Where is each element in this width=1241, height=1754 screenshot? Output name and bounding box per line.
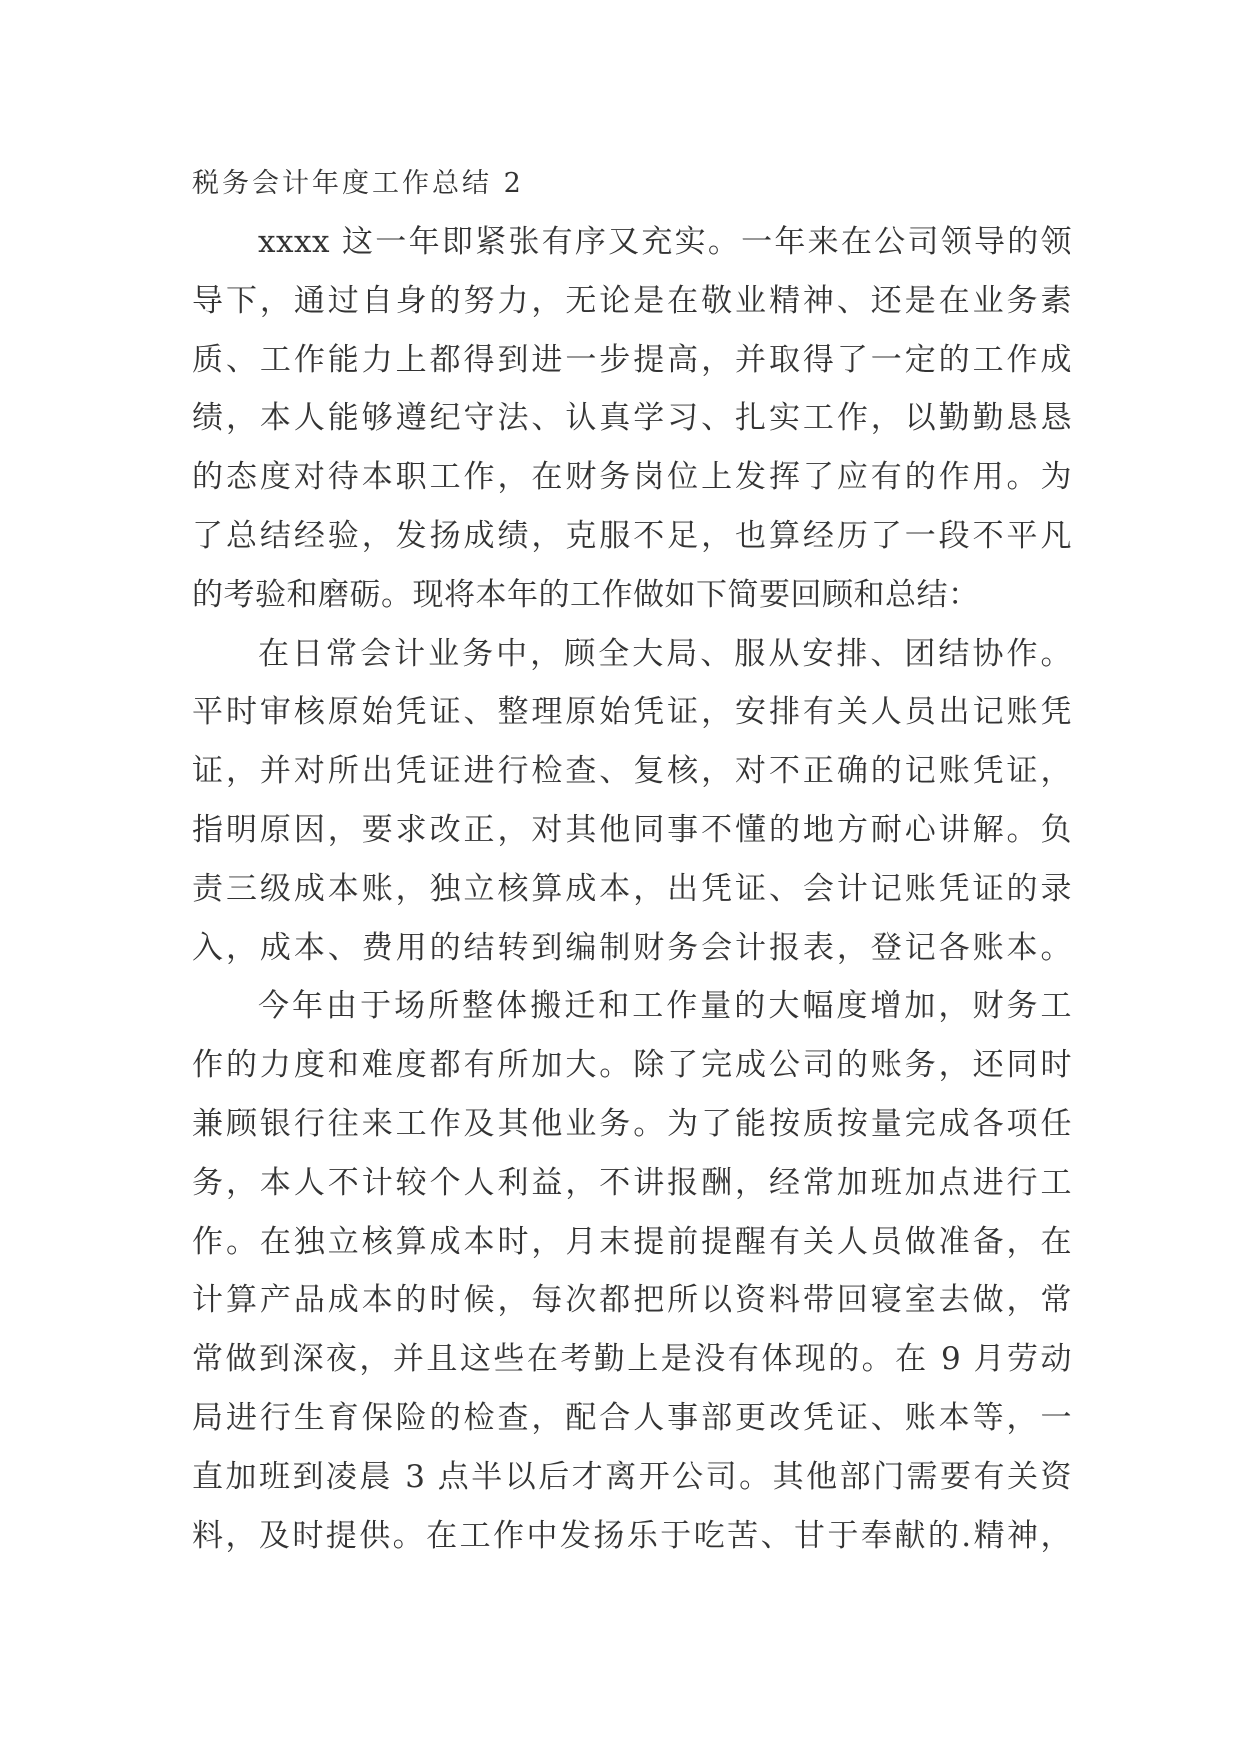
text-line: xxxx 这一年即紧张有序又充实。一年来在公司领导的领 (258, 224, 1072, 260)
text-line: 绩，本人能够遵纪守法、认真学习、扎实工作，以勤勤恳恳 (192, 400, 1072, 437)
paragraph-3 (192, 977, 1072, 1565)
paragraph-2 (192, 625, 1072, 978)
text-line: 直加班到凌晨 3 点半以后才离开公司。其他部门需要有关资 (192, 1458, 1072, 1495)
text-line: 作的力度和难度都有所加大。除了完成公司的账务，还同时 (192, 1047, 1072, 1084)
text-line: 证，并对所出凭证进行检查、复核，对不正确的记账凭证， (192, 753, 1072, 790)
text-line: 指明原因，要求改正，对其他同事不懂的地方耐心讲解。负 (192, 811, 1072, 848)
text-line: 入，成本、费用的结转到编制财务会计报表，登记各账本。 (192, 929, 1072, 966)
text-line: 作。在独立核算成本时，月末提前提醒有关人员做准备，在 (192, 1223, 1072, 1260)
document-body (192, 165, 1072, 1565)
text-line: 责三级成本账，独立核算成本，出凭证、会计记账凭证的录 (192, 870, 1072, 907)
text-line: 计算产品成本的时候，每次都把所以资料带回寝室去做，常 (192, 1282, 1072, 1319)
text-line: 质、工作能力上都得到进一步提高，并取得了一定的工作成 (192, 341, 1072, 378)
text-line: 平时审核原始凭证、整理原始凭证，安排有关人员出记账凭 (192, 694, 1072, 731)
text-line: 今年由于场所整体搬迁和工作量的大幅度增加，财务工 (258, 988, 1072, 1025)
text-line: 了总结经验，发扬成绩，克服不足，也算经历了一段不平凡 (192, 517, 1072, 554)
document-title: 税务会计年度工作总结 2 (192, 168, 524, 199)
text-line: 常做到深夜，并且这些在考勤上是没有体现的。在 9 月劳动 (192, 1341, 1072, 1378)
paragraph-1 (192, 213, 1072, 625)
text-line: 的态度对待本职工作，在财务岗位上发挥了应有的作用。为 (192, 459, 1072, 496)
text-line: 的考验和磨砺。现将本年的工作做如下简要回顾和总结： (192, 576, 980, 613)
text-line: 导下，通过自身的努力，无论是在敬业精神、还是在业务素 (192, 282, 1072, 319)
text-line: 在日常会计业务中，顾全大局、服从安排、团结协作。 (258, 635, 1072, 672)
text-line: 局进行生育保险的检查，配合人事部更改凭证、账本等，一 (192, 1399, 1072, 1436)
text-line: 务，本人不计较个人利益，不讲报酬，经常加班加点进行工 (192, 1164, 1072, 1201)
text-line: 兼顾银行往来工作及其他业务。为了能按质按量完成各项任 (192, 1105, 1072, 1142)
text-line: 料，及时提供。在工作中发扬乐于吃苦、甘于奉献的.精神， (192, 1517, 1072, 1554)
